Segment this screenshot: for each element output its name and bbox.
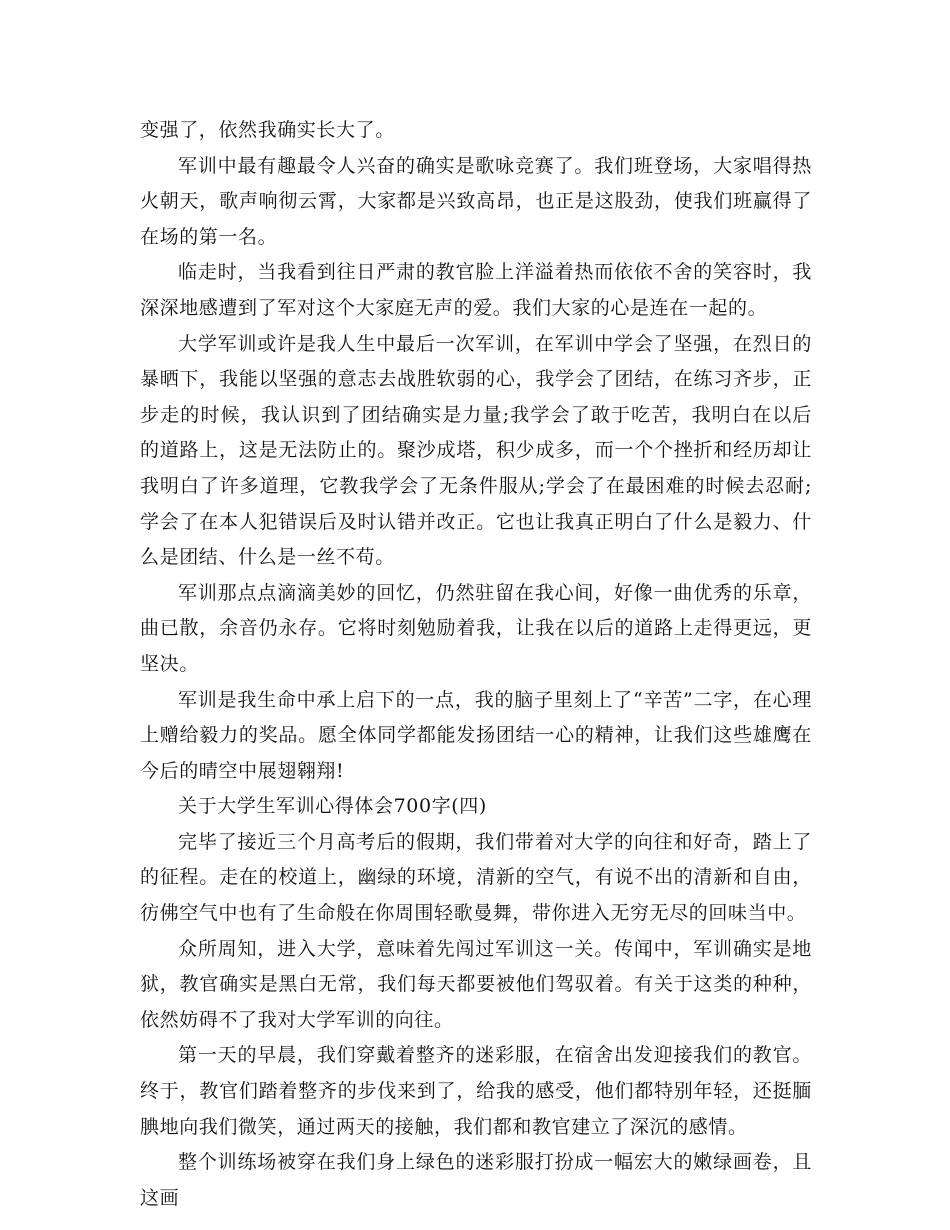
- document-body: [140, 113, 812, 1216]
- section-heading: 关于大学生军训心得体会700字(四): [178, 795, 487, 818]
- paragraph-9: 整个训练场被穿在我们身上绿色的迷彩服打扮成一幅宏大的嫩绿画卷，且这画: [140, 1151, 812, 1209]
- paragraph-2: 临走时，当我看到往日严肃的教官脸上洋溢着热而依依不舍的笑容时，我深深地感遭到了军对这个大家庭无声的爱。我们大家的心是连在一起的。: [140, 261, 812, 319]
- paragraph-4: 军训那点点滴滴美妙的回忆，仍然驻留在我心间，好像一曲优秀的乐章，曲已散，余音仍永存。它将时刻勉励着我，让我在以后的道路上走得更远，更坚决。: [140, 581, 812, 675]
- paragraph-3: 大学军训或许是我人生中最后一次军训，在军训中学会了坚强，在烈日的暴晒下，我能以坚强的意志去战胜软弱的心，我学会了团结，在练习齐步，正步走的时候，我认识到了团结确实是力量;我学会了敢于吃苦，我明白在以后的道路上，这是无法防止的。聚沙成塔，积少成多，而一个个挫折和经历却让我明白了许多道理，它教我学会了无条件服从;学会了在最困难的时候去忍耐;学会了在本人犯错误后及时认错并改正。它也让我真正明白了什么是毅力、什么是团结、什么是一丝不苟。: [140, 332, 812, 569]
- paragraph-1: 军训中最有趣最令人兴奋的确实是歌咏竞赛了。我们班登场，大家唱得热火朝天，歌声响彻云霄，大家都是兴致高昂，也正是这股劲，使我们班赢得了在场的第一名。: [140, 154, 812, 248]
- paragraph-5: 军训是我生命中承上启下的一点，我的脑子里刻上了“辛苦”二字，在心理上赠给毅力的奖品。愿全体同学都能发扬团结一心的精神，让我们这些雄鹰在今后的晴空中展翅翱翔!: [140, 688, 812, 782]
- paragraph-6: 完毕了接近三个月高考后的假期，我们带着对大学的向往和好奇，踏上了的征程。走在的校道上，幽绿的环境，清新的空气，有说不出的清新和自由，彷佛空气中也有了生命般在你周围轻歌曼舞，带你进入无穷无尽的回味当中。: [140, 830, 812, 925]
- paragraph-8: 第一天的早晨，我们穿戴着整齐的迷彩服，在宿舍出发迎接我们的教官。终于，教官们踏着整齐的步伐来到了，给我的感受，他们都特别年轻，还挺腼腆地向我们微笑，通过两天的接触，我们都和教官建立了深沉的感情。: [140, 1044, 812, 1138]
- paragraph-7: 众所周知，进入大学，意味着先闯过军训这一关。传闻中，军训确实是地狱，教官确实是黑白无常，我们每天都要被他们驾驭着。有关于这类的种种，依然妨碍不了我对大学军训的向往。: [140, 937, 812, 1031]
- paragraph-0: 变强了，依然我确实长大了。: [140, 119, 395, 141]
